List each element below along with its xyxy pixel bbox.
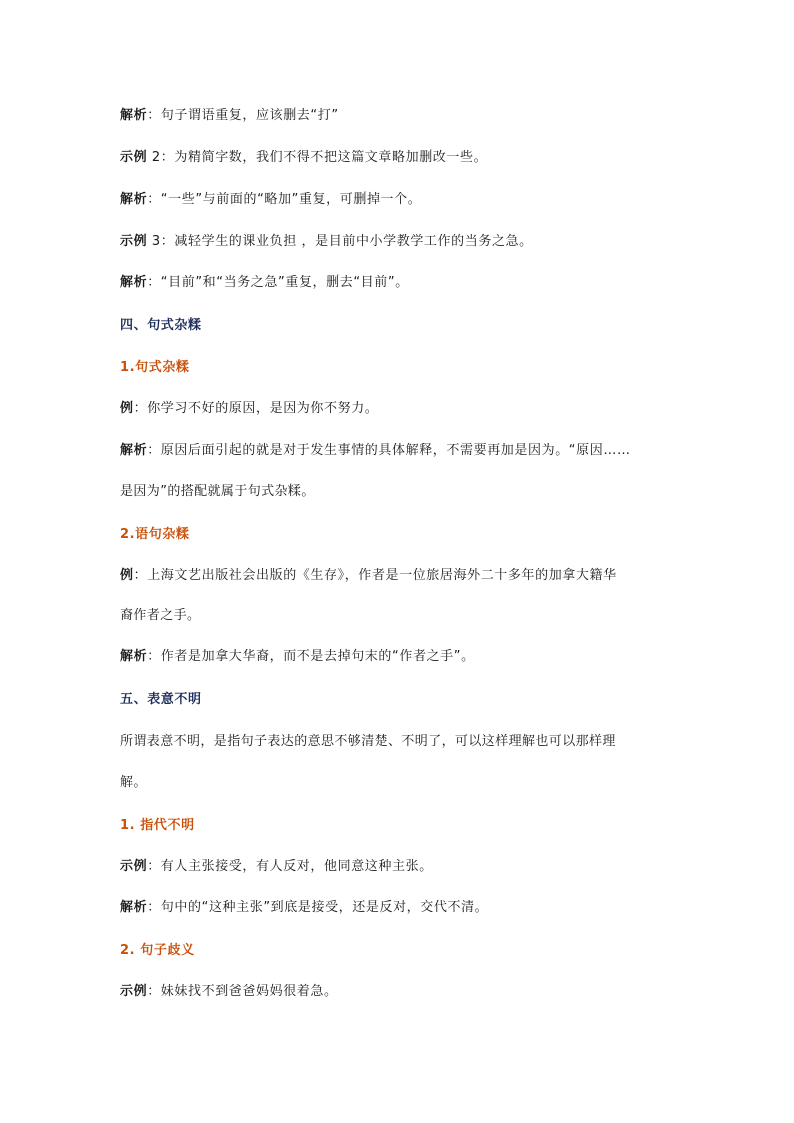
analysis-label: 解析 [120,649,148,664]
example-line [120,857,684,877]
example-line-2 [120,148,684,168]
example-text: ：上海文艺出版社会出版的《生存》，作者是一位旅居海外二十多年的加拿大籍华 [133,568,617,583]
example-text: ：妹妹找不到爸爸妈妈很着急。 [147,984,338,999]
example-text: ：有人主张接受，有人反对，他同意这种主张。 [147,859,433,874]
analysis-line-3 [120,273,684,293]
analysis-line [120,441,684,461]
paragraph-line: 所谓表意不明，是指句子表达的意思不够清楚、不明了，可以这样理解也可以那样理 [120,734,616,749]
analysis-label: 解析 [120,108,148,123]
section-heading-4: 四、句式杂糅 [120,318,202,333]
example-line-3 [120,232,684,252]
subsection-heading: 1.句式杂糅 [120,360,190,375]
analysis-label: 解析 [120,275,148,290]
subsection-heading: 1. 指代不明 [120,818,195,833]
analysis-line-1 [120,106,684,126]
example-label: 示例 [120,984,148,999]
analysis-line-2 [120,190,684,210]
analysis-label: 解析 [120,900,148,915]
example-label: 示例 [120,234,148,249]
example-label: 示例 [120,150,148,165]
analysis-label: 解析 [120,443,148,458]
subsection-heading: 2.语句杂糅 [120,527,190,542]
analysis-text: ：“一些”与前面的“略加”重复，可删掉一个。 [147,192,422,207]
example-label: 例 [120,401,134,416]
example-text: 3：减轻学生的课业负担 ，是目前中小学教学工作的当务之急。 [147,234,533,249]
example-line [120,399,684,419]
continuation-line: 裔作者之手。 [120,608,201,623]
analysis-label: 解析 [120,192,148,207]
analysis-text: ：原因后面引起的就是对于发生事情的具体解释，不需要再加是因为。“原因…… [147,443,631,458]
continuation-line: 是因为”的搭配就属于句式杂糅。 [120,484,315,499]
example-line [120,982,684,1002]
analysis-text: ：句中的“这种主张”到底是接受，还是反对，交代不清。 [147,900,489,915]
paragraph-line: 解。 [120,775,147,790]
subsection-heading: 2. 句子歧义 [120,943,195,958]
section-heading-5: 五、表意不明 [120,692,202,707]
example-line [120,566,684,586]
analysis-text: ：句子谓语重复，应该删去“打” [147,108,339,123]
analysis-text: ：作者是加拿大华裔，而不是去掉句末的“作者之手”。 [147,649,475,664]
analysis-line [120,647,684,667]
analysis-text: ：“目前”和“当务之急”重复，删去“目前”。 [147,275,409,290]
example-text: ：你学习不好的原因，是因为你不努力。 [133,401,379,416]
analysis-line [120,898,684,918]
example-text: 2：为精简字数，我们不得不把这篇文章略加删改一些。 [147,150,488,165]
example-label: 示例 [120,859,148,874]
example-label: 例 [120,568,134,583]
